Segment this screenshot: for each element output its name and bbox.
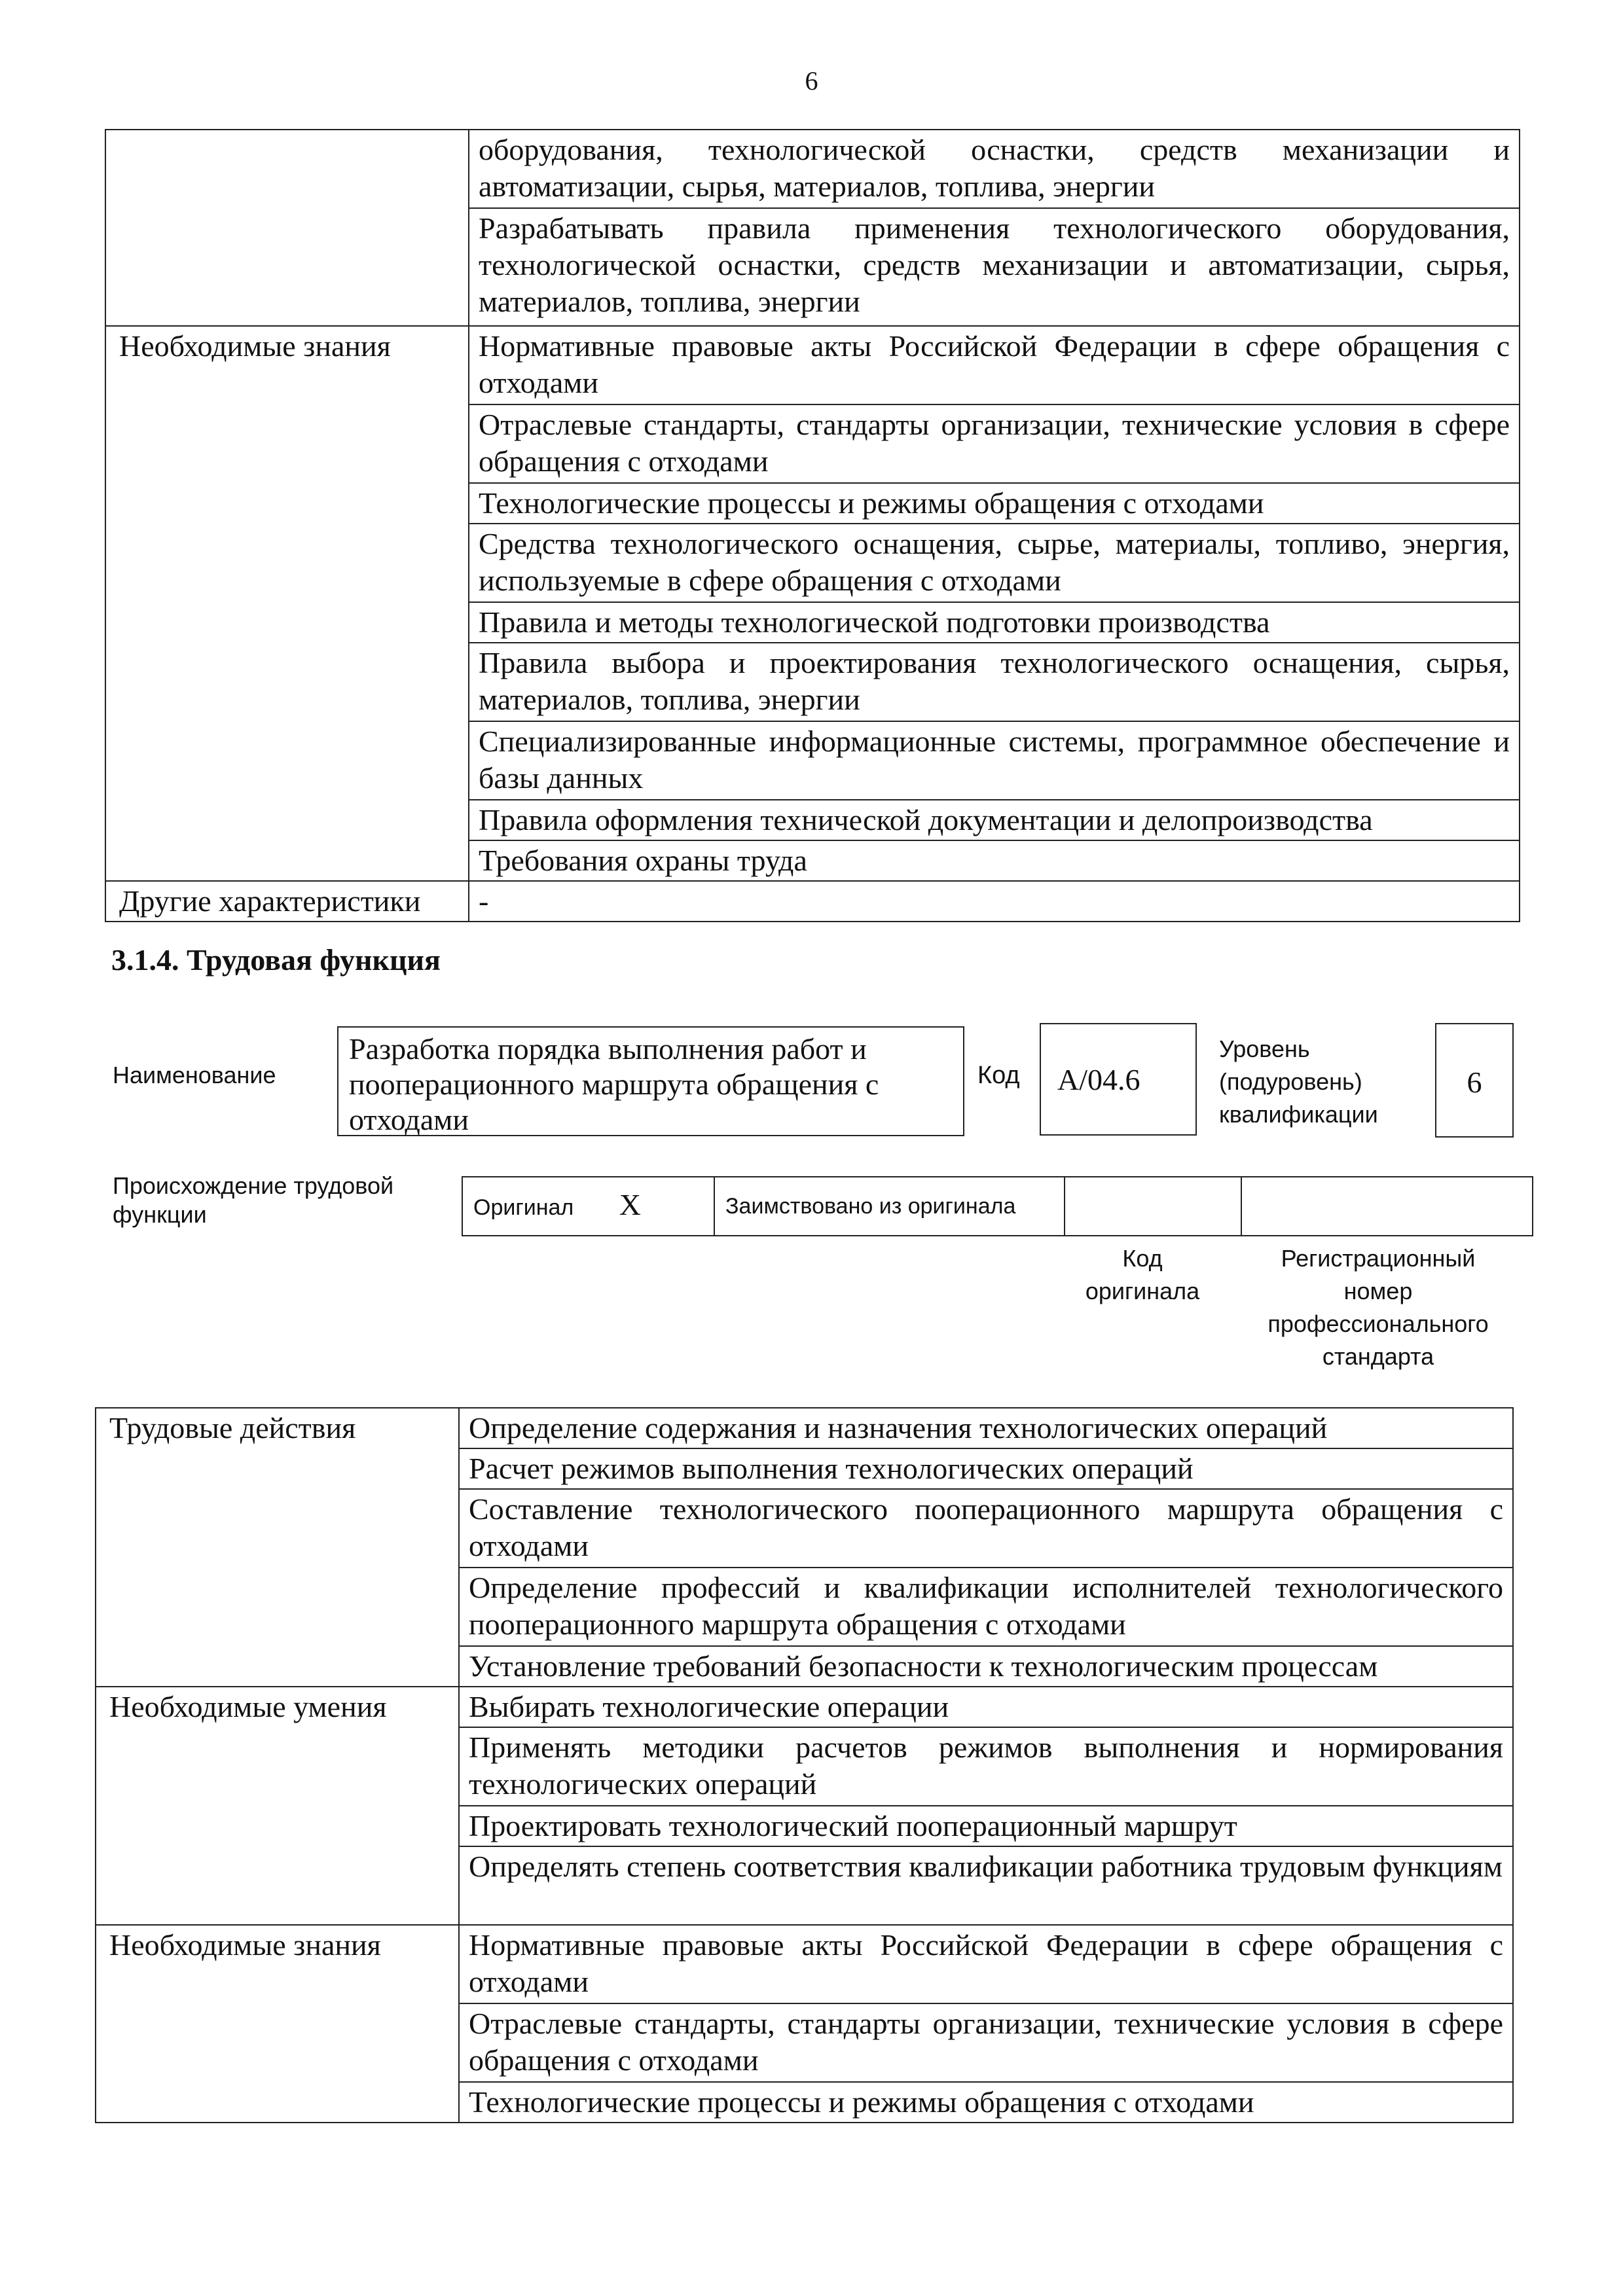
labor-function-table — [95, 1407, 1514, 2123]
table-row-label: Необходимые умения — [96, 1687, 459, 1925]
naimenovanie-value: Разработка порядка выполнения работ и пооперационного маршрута обращения с отходами — [337, 1026, 964, 1136]
level-value: 6 — [1435, 1023, 1514, 1138]
table-cell: Выбирать технологические операции — [459, 1687, 1513, 1727]
table-cell: оборудования, технологической оснастки, средств механизации и автоматизации, сырья, материалов, топлива, энергии — [469, 130, 1520, 208]
table-cell: Определение профессий и квалификации исполнителей технологического пооперационного маршрута обращения с отходами — [459, 1568, 1513, 1646]
reg-number-cell — [1241, 1177, 1533, 1236]
table-row-label — [105, 130, 469, 326]
continued-table — [105, 129, 1520, 922]
table-cell: Правила выбора и проектирования технологического оснащения, сырья, материалов, топлива, энергии — [469, 643, 1520, 721]
table-row-label: Другие характеристики — [105, 881, 469, 922]
level-label: Уровень (подуровень) квалификации — [1219, 1035, 1378, 1128]
table-cell: Установление требований безопасности к технологическим процессам — [459, 1646, 1513, 1687]
table-cell: Специализированные информационные системы, программное обеспечение и базы данных — [469, 721, 1520, 800]
table-cell: Технологические процессы и режимы обращения с отходами — [459, 2082, 1513, 2123]
table-cell: Отраслевые стандарты, стандарты организации, технические условия в сфере обращения с отходами — [459, 2003, 1513, 2082]
kod-originala-cell — [1065, 1177, 1241, 1236]
table-cell: Средства технологического оснащения, сырье, материалы, топливо, энергия, используемые в сфере обращения с отходами — [469, 524, 1520, 602]
kod-label: Код — [977, 1062, 1020, 1089]
table-row-label: Необходимые знания — [105, 326, 469, 881]
table-row-label: Необходимые знания — [96, 1925, 459, 2123]
page-number: 6 — [805, 66, 818, 96]
table-cell: Расчет режимов выполнения технологических операций — [459, 1448, 1513, 1489]
borrowed-label: Заимствовано из оригинала — [714, 1177, 1065, 1236]
table-cell: Разрабатывать правила применения технологического оборудования, технологической оснастки, средств механизации и автоматизации, сырья, материалов, топлива, энергии — [469, 208, 1520, 326]
reg-number-caption: Регистрационный номер профессионального стандарта — [1267, 1245, 1489, 1370]
table-cell: Нормативные правовые акты Российской Федерации в сфере обращения с отходами — [469, 326, 1520, 404]
table-cell: - — [469, 881, 1520, 922]
origin-label: Происхождение трудовой функции — [113, 1172, 394, 1228]
table-cell: Нормативные правовые акты Российской Федерации в сфере обращения с отходами — [459, 1925, 1513, 2003]
table-cell: Определять степень соответствия квалификации работника трудовым функциям — [459, 1846, 1513, 1925]
table-cell: Технологические процессы и режимы обращения с отходами — [469, 483, 1520, 524]
table-cell: Проектировать технологический пооперационный маршрут — [459, 1806, 1513, 1846]
table-cell: Правила и методы технологической подготовки производства — [469, 602, 1520, 643]
section-heading: 3.1.4. Трудовая функция — [111, 943, 441, 977]
original-label: Оригинал — [473, 1195, 574, 1220]
origin-table — [462, 1176, 1533, 1236]
table-cell: Составление технологического пооперационного маршрута обращения с отходами — [459, 1489, 1513, 1568]
original-cell — [462, 1177, 714, 1236]
table-cell: Требования охраны труда — [469, 840, 1520, 881]
naimenovanie-label: Наименование — [113, 1062, 276, 1088]
kod-originala-caption: Код оригинала — [1085, 1245, 1200, 1304]
table-cell: Применять методики расчетов режимов выполнения и нормирования технологических операций — [459, 1727, 1513, 1806]
table-row-label: Трудовые действия — [96, 1408, 459, 1687]
table-cell: Правила оформления технической документации и делопроизводства — [469, 800, 1520, 840]
table-cell: Отраслевые стандарты, стандарты организации, технические условия в сфере обращения с отходами — [469, 404, 1520, 483]
kod-value: А/04.6 — [1040, 1023, 1197, 1136]
table-cell: Определение содержания и назначения технологических операций — [459, 1408, 1513, 1448]
original-mark: X — [619, 1188, 641, 1221]
